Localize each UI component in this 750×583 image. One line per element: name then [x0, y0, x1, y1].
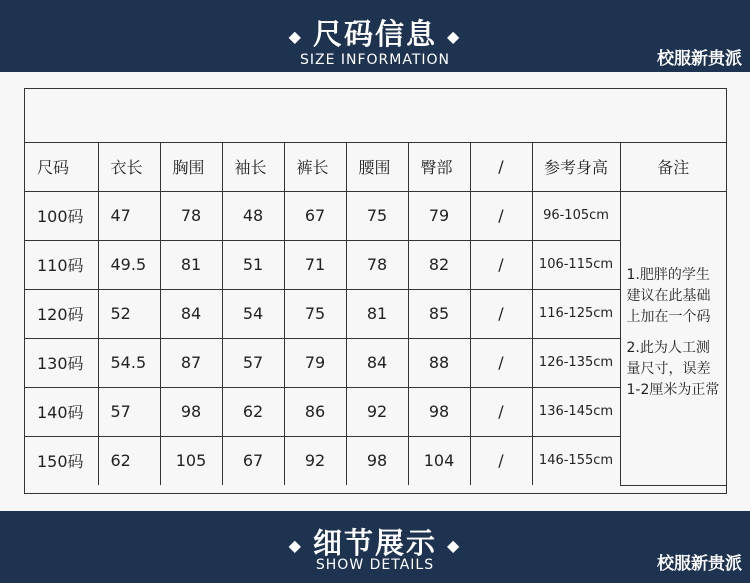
note-2: 2.此为人工测量尺寸，误差1-2厘米为正常	[626, 340, 720, 398]
header-length: 衣长	[98, 142, 160, 191]
cell-hip: 85	[408, 289, 470, 338]
note-1: 1.肥胖的学生建议在此基础上加在一个码	[626, 267, 711, 325]
cell-sleeve: 62	[222, 387, 284, 436]
cell-waist: 84	[346, 338, 408, 387]
cell-waist: 92	[346, 387, 408, 436]
cell-waist: 98	[346, 436, 408, 485]
cell-waist: 75	[346, 191, 408, 240]
cell-slash: /	[470, 240, 532, 289]
cell-ref-height: 126-135cm	[532, 338, 620, 387]
cell-hip: 82	[408, 240, 470, 289]
cell-hip: 88	[408, 338, 470, 387]
cell-chest: 87	[160, 338, 222, 387]
cell-slash: /	[470, 387, 532, 436]
size-info-banner	[0, 0, 750, 72]
cell-chest: 78	[160, 191, 222, 240]
header-notes: 备注	[620, 142, 726, 191]
cell-length: 62	[98, 436, 160, 485]
cell-size: 130码	[25, 338, 98, 387]
cell-chest: 105	[160, 436, 222, 485]
details-title-text: 细节展示	[312, 526, 437, 560]
size-info-title	[0, 12, 750, 53]
table-header-row	[25, 142, 726, 191]
header-hip: 臀部	[408, 142, 470, 191]
details-subtitle: SHOW DETAILS	[315, 557, 435, 573]
cell-sleeve: 57	[222, 338, 284, 387]
cell-hip: 104	[408, 436, 470, 485]
header-chest: 胸围	[160, 142, 222, 191]
cell-sleeve: 48	[222, 191, 284, 240]
cell-size: 150码	[25, 436, 98, 485]
diamond-left-icon: ◆	[288, 535, 303, 555]
header-pants: 裤长	[284, 142, 346, 191]
size-table	[24, 88, 727, 494]
table-blank-row	[25, 89, 726, 143]
cell-waist: 78	[346, 240, 408, 289]
header-sleeve: 袖长	[222, 142, 284, 191]
cell-sleeve: 67	[222, 436, 284, 485]
cell-slash: /	[470, 436, 532, 485]
header-size: 尺码	[25, 142, 98, 191]
cell-ref-height: 146-155cm	[532, 436, 620, 485]
header-slash: /	[470, 142, 532, 191]
cell-size: 110码	[25, 240, 98, 289]
cell-pants: 67	[284, 191, 346, 240]
header-waist: 腰围	[346, 142, 408, 191]
cell-chest: 98	[160, 387, 222, 436]
header-ref-height: 参考身高	[532, 142, 620, 191]
cell-hip: 79	[408, 191, 470, 240]
cell-size: 120码	[25, 289, 98, 338]
details-banner	[0, 511, 750, 583]
brand-label: 校服新贵派	[657, 49, 742, 69]
cell-ref-height: 116-125cm	[532, 289, 620, 338]
cell-length: 47	[98, 191, 160, 240]
cell-ref-height: 106-115cm	[532, 240, 620, 289]
cell-size: 100码	[25, 191, 98, 240]
cell-size: 140码	[25, 387, 98, 436]
size-info-title-text: 尺码信息	[312, 17, 437, 51]
cell-pants: 86	[284, 387, 346, 436]
cell-hip: 98	[408, 387, 470, 436]
cell-chest: 81	[160, 240, 222, 289]
diamond-right-icon: ◆	[447, 535, 462, 555]
cell-waist: 81	[346, 289, 408, 338]
cell-slash: /	[470, 191, 532, 240]
size-chart-table	[25, 142, 726, 486]
diamond-right-icon: ◆	[447, 26, 462, 46]
cell-pants: 79	[284, 338, 346, 387]
cell-length: 52	[98, 289, 160, 338]
cell-ref-height: 96-105cm	[532, 191, 620, 240]
cell-length: 49.5	[98, 240, 160, 289]
cell-slash: /	[470, 338, 532, 387]
cell-sleeve: 51	[222, 240, 284, 289]
cell-slash: /	[470, 289, 532, 338]
notes-cell	[620, 191, 726, 485]
diamond-left-icon: ◆	[288, 26, 303, 46]
cell-length: 54.5	[98, 338, 160, 387]
details-title	[0, 521, 750, 562]
cell-pants: 75	[284, 289, 346, 338]
size-info-subtitle: SIZE INFORMATION	[299, 52, 451, 68]
cell-ref-height: 136-145cm	[532, 387, 620, 436]
cell-pants: 92	[284, 436, 346, 485]
cell-length: 57	[98, 387, 160, 436]
table-row	[25, 191, 726, 240]
cell-sleeve: 54	[222, 289, 284, 338]
cell-chest: 84	[160, 289, 222, 338]
brand-label: 校服新贵派	[657, 554, 742, 574]
cell-pants: 71	[284, 240, 346, 289]
